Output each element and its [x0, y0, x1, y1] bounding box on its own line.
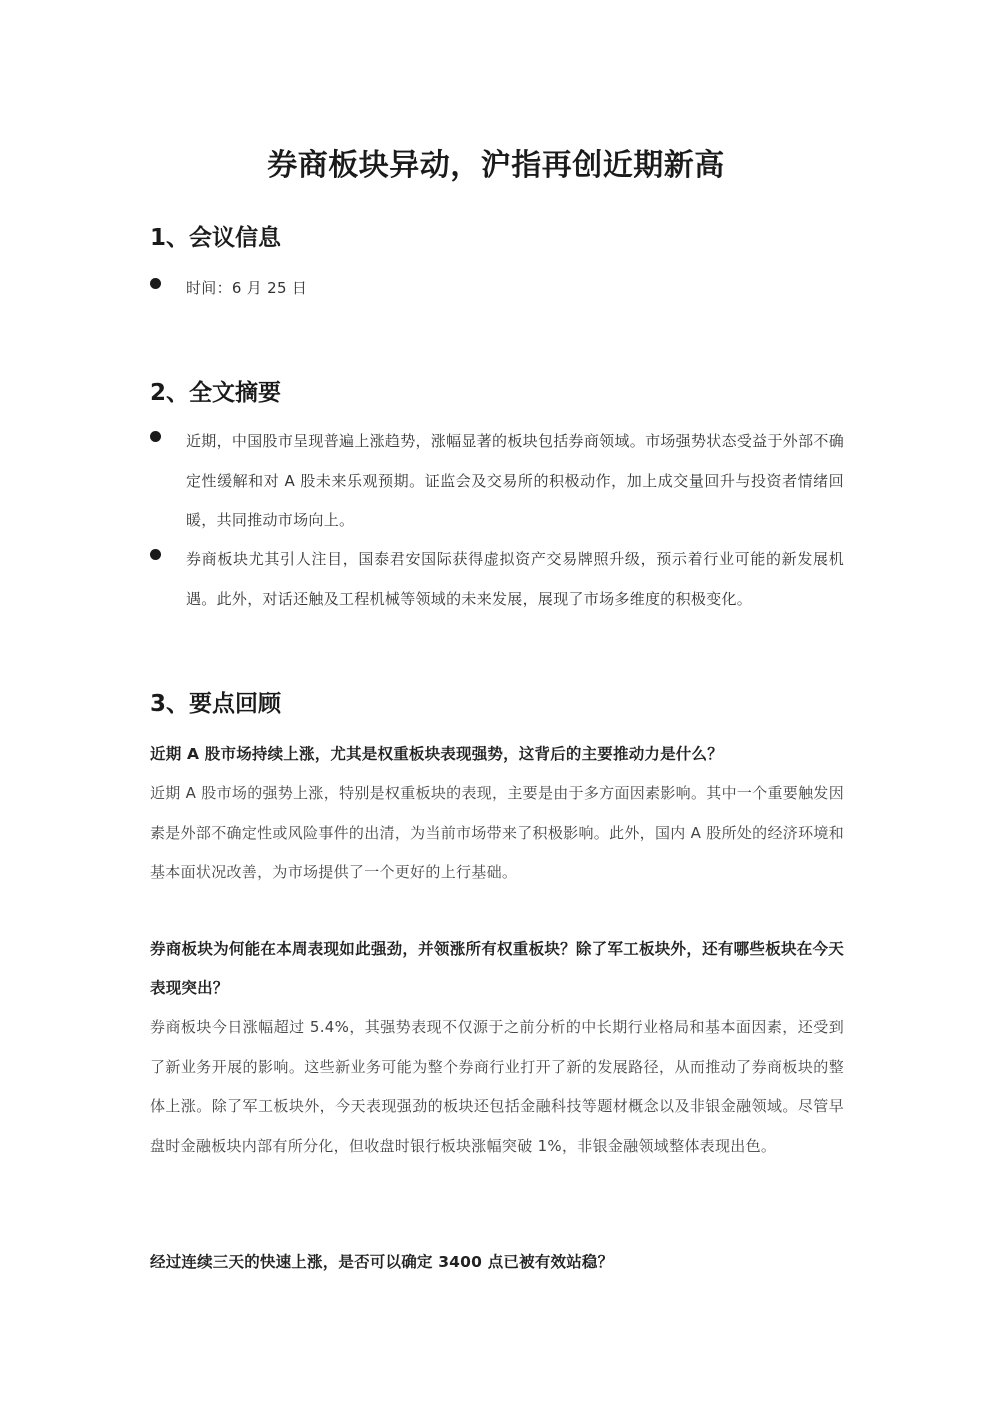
bullet-icon [150, 431, 161, 442]
qa-answer: 近期 A 股市场的强势上涨，特别是权重板块的表现，主要是由于多方面因素影响。其中一个重要触发因素是外部不确定性或风险事件的出清，为当前市场带来了积极影响。此外，国内 A 股所处的经济环境和基本面状况改善，为市场提供了一个更好的上行基础。 [150, 784, 844, 881]
list-item [150, 269, 850, 309]
qa-question: 券商板块为何能在本周表现如此强劲，并领涨所有权重板块？除了军工板块外，还有哪些板块在今天表现突出？ [150, 940, 844, 997]
qa-question: 近期 A 股市场持续上涨，尤其是权重板块表现强势，这背后的主要推动力是什么？ [150, 745, 723, 763]
section-heading-key-points: 3、要点回顾 [150, 691, 282, 717]
bullet-icon [150, 549, 161, 560]
document-title: 券商板块异动，沪指再创近期新高 [267, 148, 725, 183]
bullet-icon [150, 278, 161, 289]
list-item [150, 422, 850, 542]
list-item [150, 540, 850, 620]
section-heading-summary: 2、全文摘要 [150, 380, 282, 406]
summary-paragraph: 近期，中国股市呈现普遍上涨趋势，涨幅显著的板块包括券商领域。市场强势状态受益于外部不确定性缓解和对 A 股未来乐观预期。证监会及交易所的积极动作，加上成交量回升与投资者情绪回暖，共同推动市场向上。 [186, 432, 844, 529]
meeting-time-text: 时间：6 月 25 日 [186, 279, 308, 297]
section-heading-meeting-info: 1、会议信息 [150, 225, 282, 251]
summary-paragraph: 券商板块尤其引人注目，国泰君安国际获得虚拟资产交易牌照升级，预示着行业可能的新发展机遇。此外，对话还触及工程机械等领域的未来发展，展现了市场多维度的积极变化。 [186, 550, 844, 608]
qa-question: 经过连续三天的快速上涨，是否可以确定 3400 点已被有效站稳？ [150, 1253, 614, 1271]
qa-answer: 券商板块今日涨幅超过 5.4%，其强势表现不仅源于之前分析的中长期行业格局和基本面因素，还受到了新业务开展的影响。这些新业务可能为整个券商行业打开了新的发展路径，从而推动了券商板块的整体上涨。除了军工板块外，今天表现强劲的板块还包括金融科技等题材概念以及非银金融领域。尽管早盘时金融板块内部有所分化，但收盘时银行板块涨幅突破 1%，非银金融领域整体表现出色。 [150, 1018, 844, 1155]
